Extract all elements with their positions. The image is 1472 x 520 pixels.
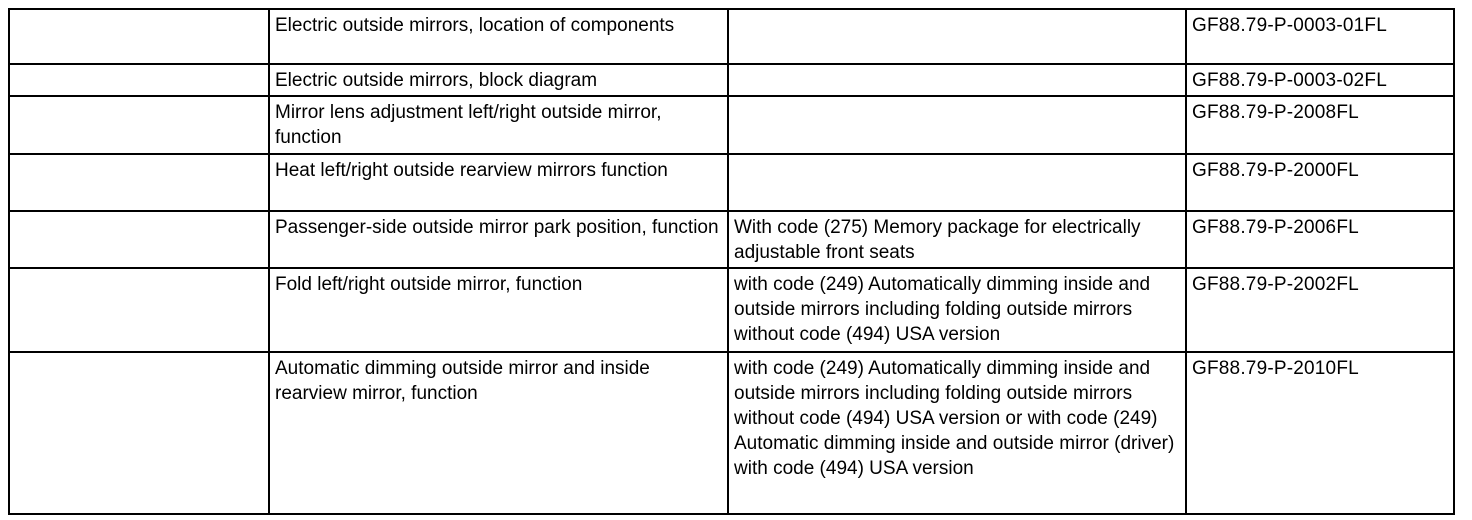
empty-cell (9, 9, 269, 64)
row-title: Heat left/right outside rearview mirrors function (269, 154, 728, 211)
empty-cell (9, 64, 269, 96)
row-title: Passenger-side outside mirror park position, function (269, 211, 728, 268)
empty-cell (9, 352, 269, 514)
row-title: Automatic dimming outside mirror and inside rearview mirror, function (269, 352, 728, 514)
row-title: Fold left/right outside mirror, function (269, 268, 728, 352)
empty-cell (9, 268, 269, 352)
row-title: Mirror lens adjustment left/right outside mirror, function (269, 96, 728, 154)
empty-cell (9, 211, 269, 268)
row-reference: GF88.79-P-2008FL (1186, 96, 1454, 154)
table-row (9, 268, 1454, 352)
row-reference: GF88.79-P-0003-01FL (1186, 9, 1454, 64)
row-condition: With code (275) Memory package for electrically adjustable front seats (728, 211, 1186, 268)
row-reference: GF88.79-P-2002FL (1186, 268, 1454, 352)
table-row (9, 211, 1454, 268)
document-table (8, 8, 1455, 515)
row-reference: GF88.79-P-0003-02FL (1186, 64, 1454, 96)
row-title: Electric outside mirrors, block diagram (269, 64, 728, 96)
row-condition (728, 9, 1186, 64)
empty-cell (9, 96, 269, 154)
table-row (9, 352, 1454, 514)
row-condition: with code (249) Automatically dimming inside and outside mirrors including folding outside mirrors without code (494) USA version (728, 268, 1186, 352)
table-row (9, 64, 1454, 96)
row-title: Electric outside mirrors, location of components (269, 9, 728, 64)
table-row (9, 154, 1454, 211)
row-condition (728, 64, 1186, 96)
row-reference: GF88.79-P-2006FL (1186, 211, 1454, 268)
row-condition (728, 96, 1186, 154)
row-reference: GF88.79-P-2010FL (1186, 352, 1454, 514)
table-row (9, 9, 1454, 64)
empty-cell (9, 154, 269, 211)
table-row (9, 96, 1454, 154)
row-reference: GF88.79-P-2000FL (1186, 154, 1454, 211)
row-condition (728, 154, 1186, 211)
row-condition: with code (249) Automatically dimming inside and outside mirrors including folding outside mirrors without code (494) USA version or with code (249) Automatic dimming inside and outside mirror (driver) with code (494) USA version (728, 352, 1186, 514)
